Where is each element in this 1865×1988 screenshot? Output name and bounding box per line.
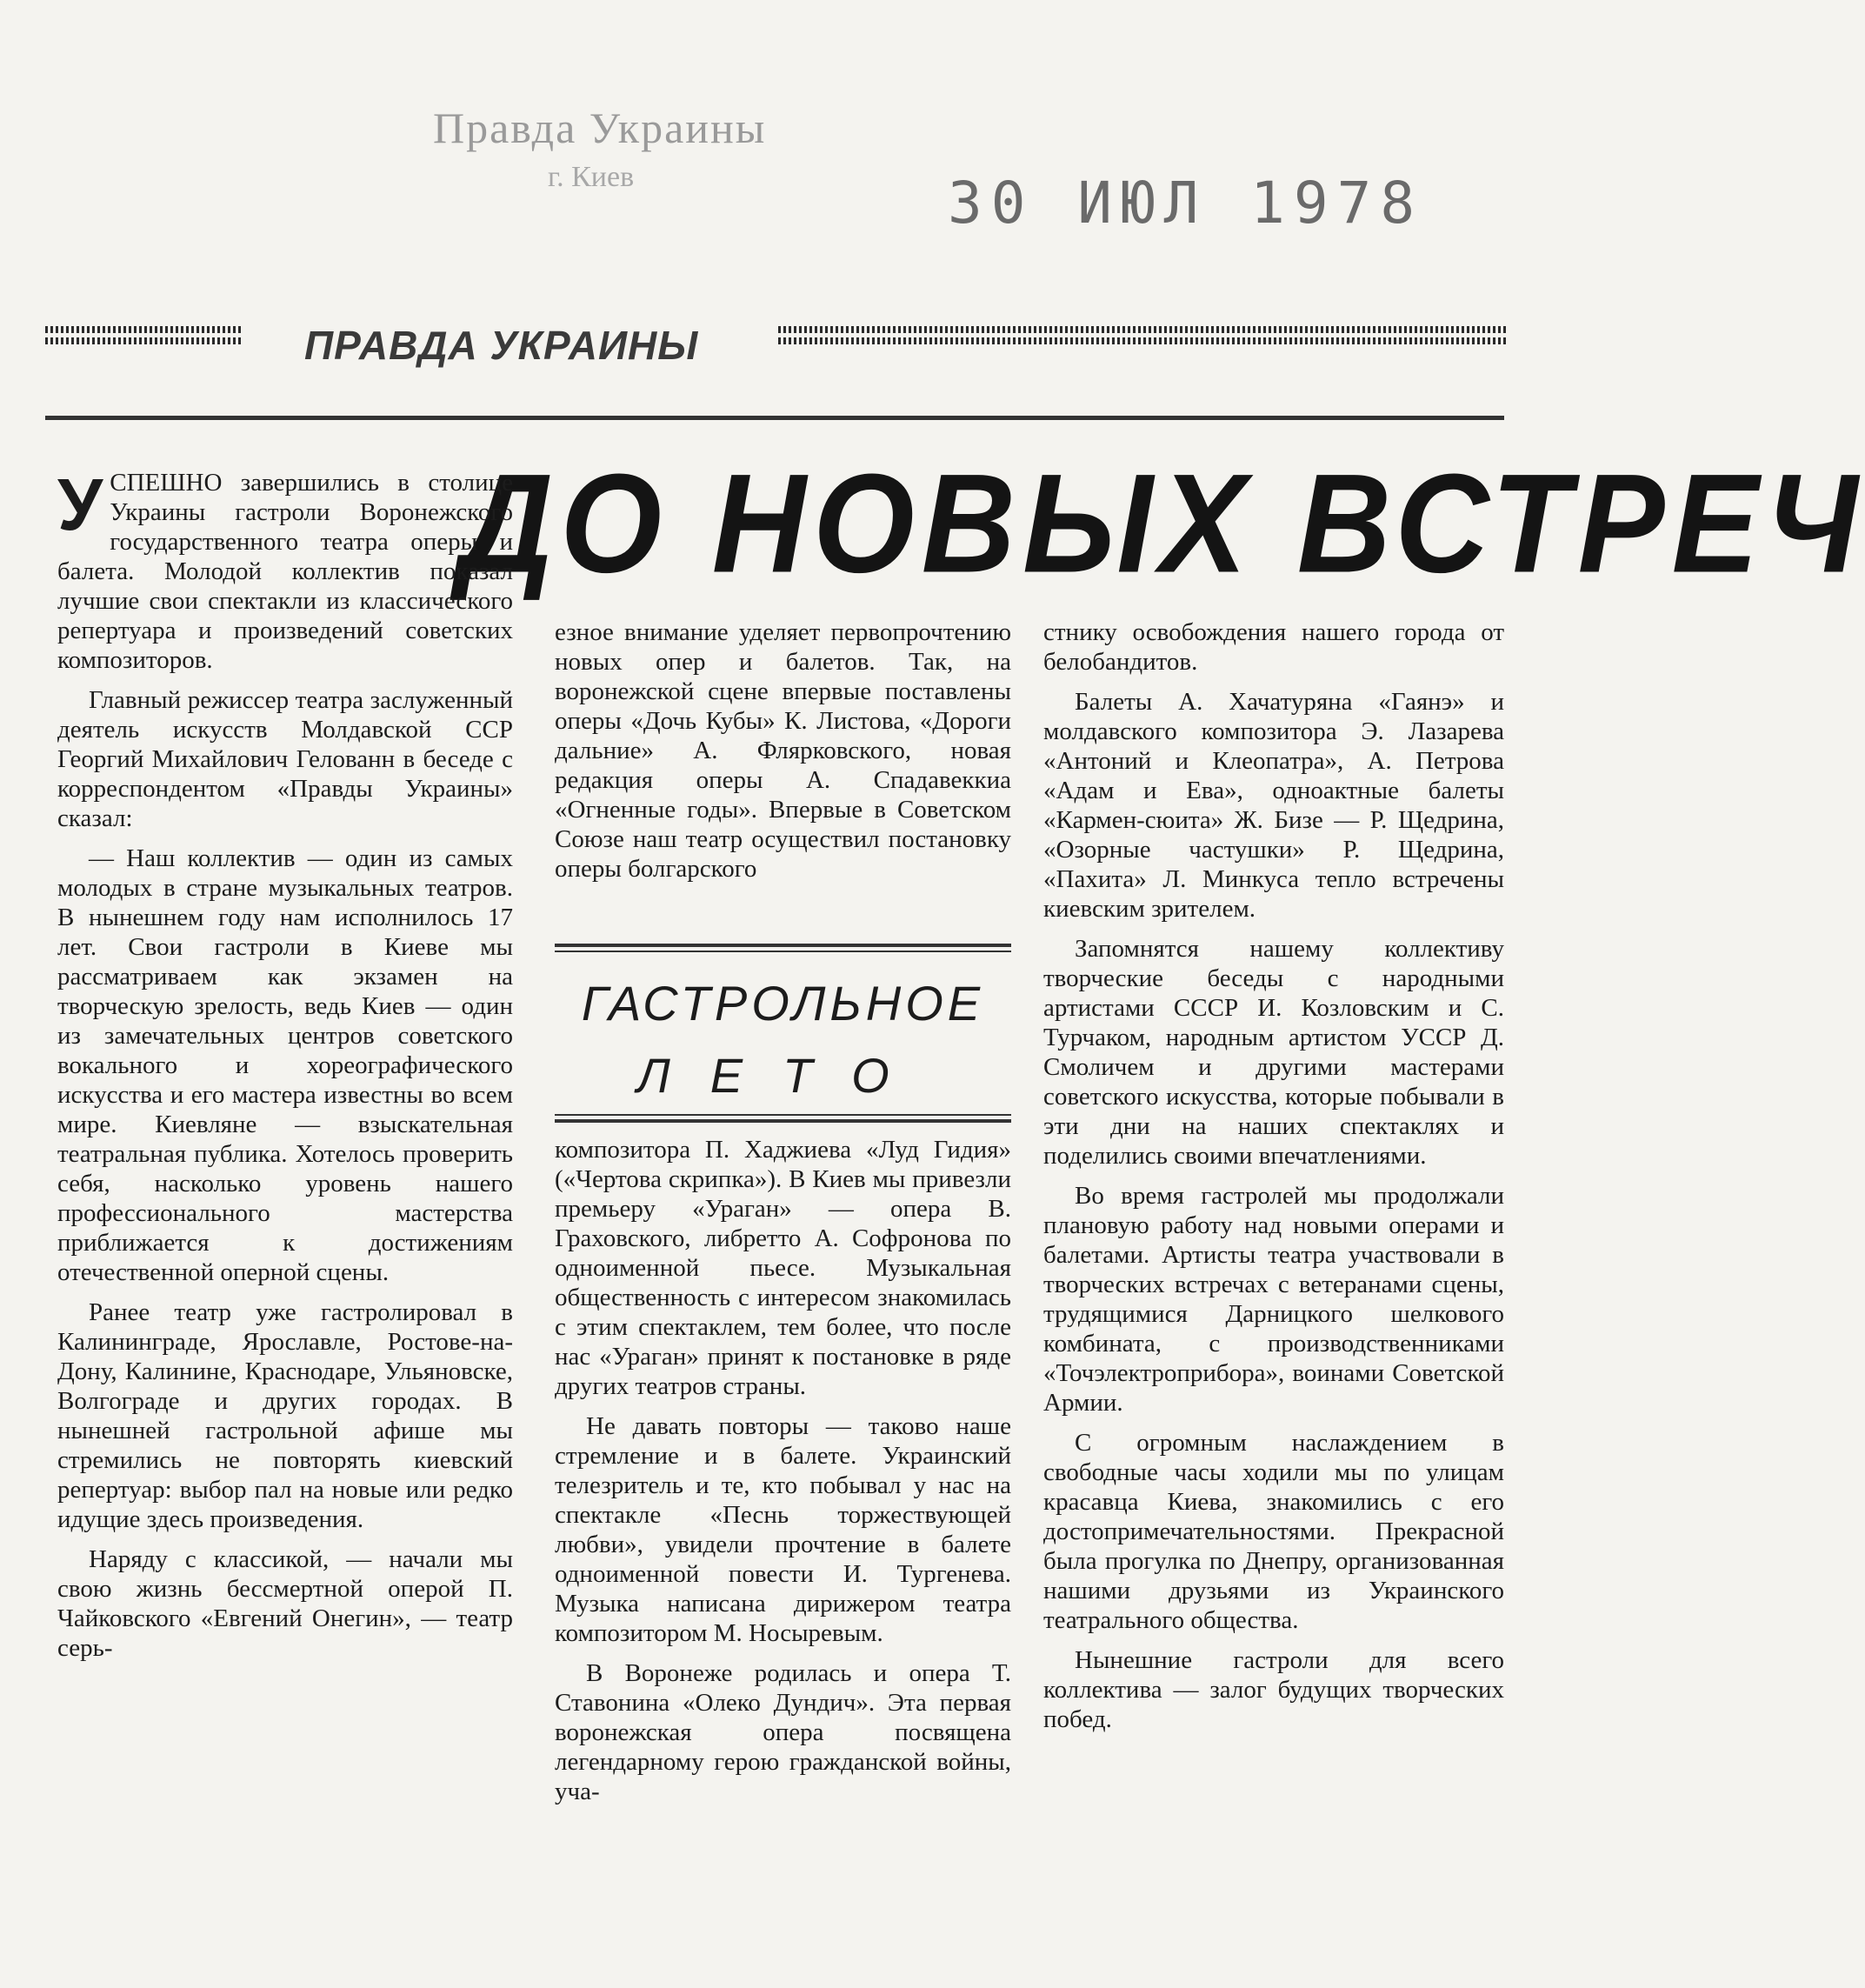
rubric-rule-bottom [555, 1119, 1011, 1123]
paragraph: Балеты А. Хачатуряна «Гаянэ» и молдавского композитора Э. Лазарева «Антоний и Клеопатра», А. Петрова «Адам и Ева», одноактные балеты «Кармен-сюита» Ж. Бизе — Р. Щедрина, «Озорные частушки» Р. Щедрина, «Пахита» Л. Минкуса тепло встречены киевским зрителем. [1043, 688, 1504, 923]
paragraph: композитора П. Хаджиева «Луд Гидия» («Чертова скрипка»). В Киев мы привезли премьеру «Ураган» — опера В. Граховского, либретто А. Софронова по одноименной пьесе. Музыкальная общественность с интересом знакомилась с этим спектаклем, тем более, что после нас «Ураган» принят к постановке в ряде других театров страны. [555, 1136, 1011, 1400]
article-column-2-bottom [555, 1135, 1011, 1817]
ornament-rule-left [45, 326, 242, 352]
rubric-rule-bottom-thin [555, 1114, 1011, 1116]
paragraph: — Наш коллектив — один из самых молодых в стране музыкальных театров. В нынешнем году нам исполнилось 17 лет. Свои гастроли в Киеве мы рассматриваем как экзамен на творческую зрелость, ведь Киев — один из замечательных центров советского вокального и хореографического искусства и его мастера известны во всем мире. Киевляне — взыскательная театральная публика. Хотелось проверить себя, насколько уровень нашего профессионального мастерства приближается к достижениям отечественной оперной сцены. [57, 844, 513, 1286]
paragraph: Ранее театр уже гастролировал в Калининграде, Ярославле, Ростове-на-Дону, Калинине, Краснодаре, Ульяновске, Волгограде и других городах. В нынешней гастрольной афише мы стремились не повторять киевский репертуар: выбор пал на новые или редко идущие здесь произведения. [57, 1298, 513, 1533]
lead-text: СПЕШНО завершились в столице Украины гастроли Воронежского государственного театра оперы и балета. Молодой коллектив показал лучшие свои спектакли из классического репертуара и произведений советских композиторов. [57, 469, 513, 674]
lead-paragraph [57, 464, 513, 675]
ornament-rule-right [778, 326, 1509, 352]
paragraph: Нынешние гастроли для всего коллектива — залог будущих творческих побед. [1043, 1646, 1504, 1733]
paragraph: С огромным наслаждением в свободные часы ходили мы по улицам красавца Киева, знакомились с его достопримечательностями. Прекрасной была прогулка по Днепру, организованная нашими друзьями из Украинского театрального общества. [1043, 1429, 1504, 1634]
rubric-subtitle: ЛЕТО [636, 1048, 929, 1103]
paragraph: Главный режиссер театра заслуженный деятель искусств Молдавской ССР Георгий Михайлович Гелованн в беседе с корреспондентом «Правды Украины» сказал: [57, 686, 513, 832]
stamp-newspaper-name: Правда Украины [433, 103, 767, 152]
stamp-date: 30 ИЮЛ 1978 [948, 170, 1424, 237]
article-headline: ДО НОВЫХ ВСТРЕЧ [459, 444, 1865, 603]
drop-cap: У [57, 464, 103, 545]
top-rule [45, 416, 1504, 420]
paragraph: В Воронеже родилась и опера Т. Ставонина «Олеко Дундич». Эта первая воронежская опера посвящена легендарному герою гражданской войны, уча- [555, 1659, 1011, 1805]
rubric-rule-top [555, 944, 1011, 947]
paragraph: езное внимание уделяет первопрочтению новых опер и балетов. Так, на воронежской сцене впервые поставлены оперы «Дочь Кубы» К. Листова, «Дороги дальние» А. Флярковского, новая редакция оперы А. Спадавеккиа «Огненные годы». Впервые в Советском Союзе наш театр осуществил постановку оперы болгарского [555, 618, 1011, 883]
paragraph: стнику освобождения нашего города от белобандитов. [1043, 618, 1504, 676]
stamp-city: г. Киев [548, 161, 635, 193]
newspaper-title: ПРАВДА УКРАИНЫ [304, 323, 699, 368]
paragraph: Запомнятся нашему коллективу творческие беседы с народными артистами СССР И. Козловским и С. Турчаком, народным артистом УССР Д. Смоличем и другими мастерами советского искусства, которые побывали в эти дни на наших спектаклях и поделились своими впечатлениями. [1043, 935, 1504, 1170]
rubric-box [555, 944, 1011, 1126]
rubric-title: ГАСТРОЛЬНОЕ [581, 976, 985, 1031]
paragraph: Не давать повторы — таково наше стремление и в балете. Украинский телезритель и те, кто побывал у нас на спектакле «Песнь торжествующей любви», увидели прочтение в балете одноименной повести И. Тургенева. Музыка написана дирижером театра композитором М. Носыревым. [555, 1412, 1011, 1647]
paragraph: Наряду с классикой, — начали мы свою жизнь бессмертной оперой П. Чайковского «Евгений Онегин», — театр серь- [57, 1545, 513, 1662]
article-column-1 [57, 464, 513, 1673]
paragraph: Во время гастролей мы продолжали плановую работу над новыми операми и балетами. Артисты театра участвовали в творческих встречах с ветеранами сцены, трудящимися Дарницкого шелкового комбината, с производственниками «Точэлектроприбора», воинами Советской Армии. [1043, 1182, 1504, 1417]
article-column-3 [1043, 617, 1504, 1745]
rubric-rule-top-thin [555, 951, 1011, 952]
article-column-2-top [555, 617, 1011, 894]
